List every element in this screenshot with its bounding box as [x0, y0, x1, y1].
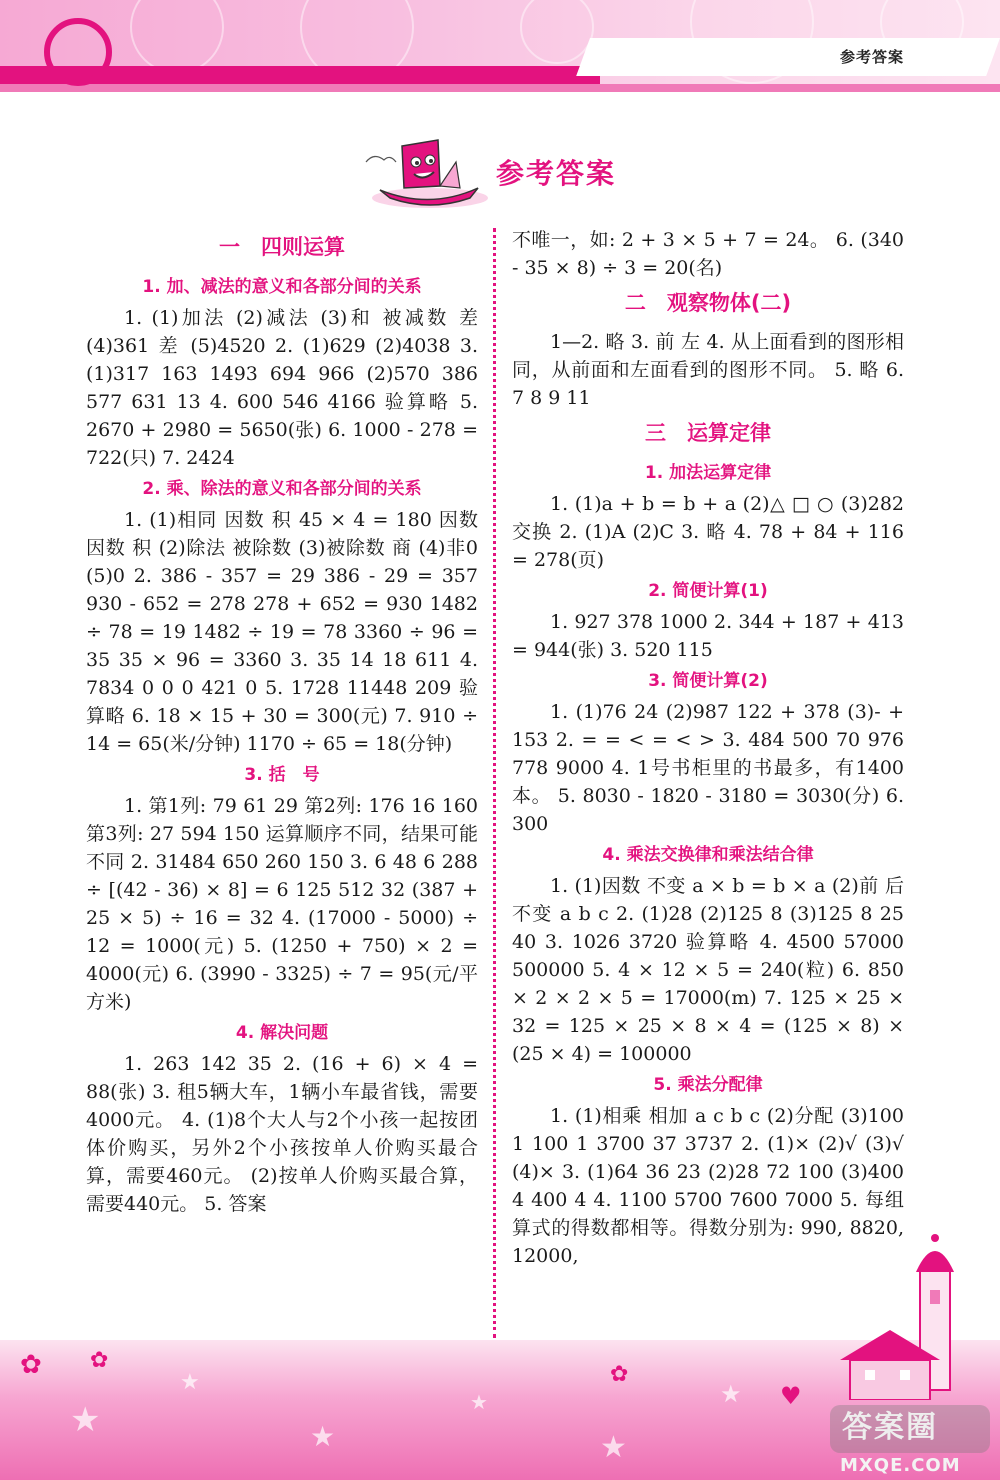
- star-icon: ★: [180, 1370, 200, 1395]
- section-heading: 2. 乘、除法的意义和各部分间的关系: [142, 479, 422, 499]
- decor-bubble: [130, 0, 224, 74]
- answer-paragraph: 1. 927 378 1000 2. 344 + 187 + 413 = 944(张) 3. 520 115: [512, 611, 904, 661]
- section-heading: 1. 加法运算定律: [644, 463, 772, 483]
- section-heading: 3. 简便计算(2): [648, 671, 768, 691]
- castle-icon: [820, 1230, 990, 1400]
- chapter-heading: 三 运算定律: [645, 421, 771, 445]
- header-title: 参考答案: [839, 48, 904, 66]
- answer-paragraph: 1. (1)因数 不变 a × b = b × a (2)前 后 不变 a b c 2. (1)28 (2)125 8 (3)125 8 25 40 3. 1026 3720 验算略 4. 4500 57000 500000 5. 4 × 12 × 5 = 240(粒) 6. 850 × 2 × 2 × 5 = 17000(m) 7. 125 × 25 × 32 = 125 × 25 × 8 × 4 = (125 × 8) × (25 × 4) = 100000: [512, 875, 904, 1065]
- section-heading: 4. 乘法交换律和乘法结合律: [602, 845, 814, 865]
- answer-paragraph: 不唯一，如: 2 + 3 × 5 + 7 = 24。 6. (340 - 35 × 8) ÷ 3 = 20(名): [512, 229, 904, 279]
- answer-paragraph: 1. 263 142 35 2. (16 + 6) × 4 = 88(张) 3. 租5辆大车，1辆小车最省钱，需要4000元。 4. (1)8个大人与2个小孩一起按团体价购买，另外2个小孩按单人价购买最合算，需要460元。 (2)按单人价购买最合算，需要440元。 5. 答案: [86, 1053, 478, 1215]
- flower-icon: ✿: [90, 1348, 109, 1373]
- watermark-title: 答案圈: [842, 1410, 938, 1445]
- header-label-bar: [576, 38, 1000, 76]
- answer-paragraph: 1. (1)a + b = b + a (2)△ □ ○ (3)282 交换 2. (1)A (2)C 3. 略 4. 78 + 84 + 116 = 278(页): [512, 493, 904, 571]
- star-icon: ★: [310, 1420, 336, 1453]
- section-heading: 4. 解决问题: [235, 1023, 329, 1043]
- chapter-heading: 二 观察物体(二): [624, 291, 792, 315]
- sailboat-mascot-icon: [360, 132, 490, 212]
- flower-icon: ✿: [610, 1362, 629, 1387]
- answer-paragraph: 1. (1)相同 因数 积 45 × 4 = 180 因数 因数 积 (2)除法 被除数 (3)被除数 商 (4)非0 (5)0 2. 386 - 357 = 29 386 - 29 = 357 930 - 652 = 278 278 + 652 = 930 1482 ÷ 78 = 19 1482 ÷ 19 = 78 3360 ÷ 96 = 35 35 × 96 = 3360 3. 35 14 18 611 4. 7834 0 0 0 421 0 5. 1728 11448 209 验算略 6. 18 × 15 + 30 = 300(元) 7. 910 ÷ 14 = 65(米/分钟) 1170 ÷ 65 = 18(分钟): [86, 509, 478, 755]
- page-header: [0, 0, 1000, 92]
- answer-paragraph: 1. 第1列: 79 61 29 第2列: 176 16 160 第3列: 27 594 150 运算顺序不同，结果可能不同 2. 31484 650 260 150 3. 6 48 6 288 ÷ [(42 - 36) × 8] = 6 125 512 32 (387 + 25 × 5) ÷ 16 = 32 4. (17000 - 5000) ÷ 12 = 1000(元) 5. (1250 + 750) × 2 = 4000(元) 6. (3990 - 3325) ÷ 7 = 95(元/平方米): [86, 795, 478, 1013]
- star-icon: ★: [470, 1390, 488, 1414]
- main-title: 参考答案: [496, 157, 617, 190]
- ring-icon: [44, 18, 112, 86]
- star-icon: ★: [720, 1380, 742, 1408]
- section-heading: 5. 乘法分配律: [653, 1075, 763, 1095]
- answer-paragraph: 1—2. 略 3. 前 左 4. 从上面看到的图形相同，从前面和左面看到的图形不同。 5. 略 6. 7 8 9 11: [512, 331, 904, 409]
- chapter-heading: 一 四则运算: [219, 235, 345, 259]
- header-band-lower: [0, 84, 1000, 92]
- heart-icon: ♥: [780, 1382, 802, 1410]
- section-heading: 2. 简便计算(1): [648, 581, 768, 601]
- flower-icon: ✿: [20, 1350, 42, 1380]
- answer-paragraph: 1. (1)加法 (2)减法 (3)和 被减数 差 (4)361 差 (5)4520 2. (1)629 (2)4038 3. (1)317 163 1493 694 966 (2)570 386 577 631 13 4. 600 546 4166 验算略 5. 2670 + 2980 = 5650(张) 6. 1000 - 278 = 722(只) 7. 2424: [86, 307, 478, 469]
- section-heading: 1. 加、减法的意义和各部分间的关系: [142, 277, 422, 297]
- watermark-url: MXQE.COM: [840, 1455, 961, 1476]
- right-column: [512, 226, 904, 1270]
- star-icon: ★: [600, 1430, 627, 1465]
- answer-paragraph: 1. (1)76 24 (2)987 122 + 378 (3)- + 153 2. = = < = < > 3. 484 500 70 976 778 9000 4. 1号书柜里的书最多，有1400本。 5. 8030 - 1820 - 3180 = 3030(分) 6. 300: [512, 701, 904, 835]
- column-divider: [493, 228, 496, 1338]
- star-icon: ★: [70, 1400, 101, 1440]
- left-column: [86, 226, 478, 1218]
- section-heading: 3. 括 号: [244, 765, 320, 785]
- answer-paragraph: 1. (1)相乘 相加 a c b c (2)分配 (3)100 1 100 1 3700 37 3737 2. (1)× (2)√ (3)√ (4)× 3. (1)64 36 23 (2)28 72 100 (3)400 4 400 4 4. 1100 5700 7600 7000 5. 每组算式的得数都相等。得数分别为: 990, 8820, 12000,: [512, 1105, 904, 1267]
